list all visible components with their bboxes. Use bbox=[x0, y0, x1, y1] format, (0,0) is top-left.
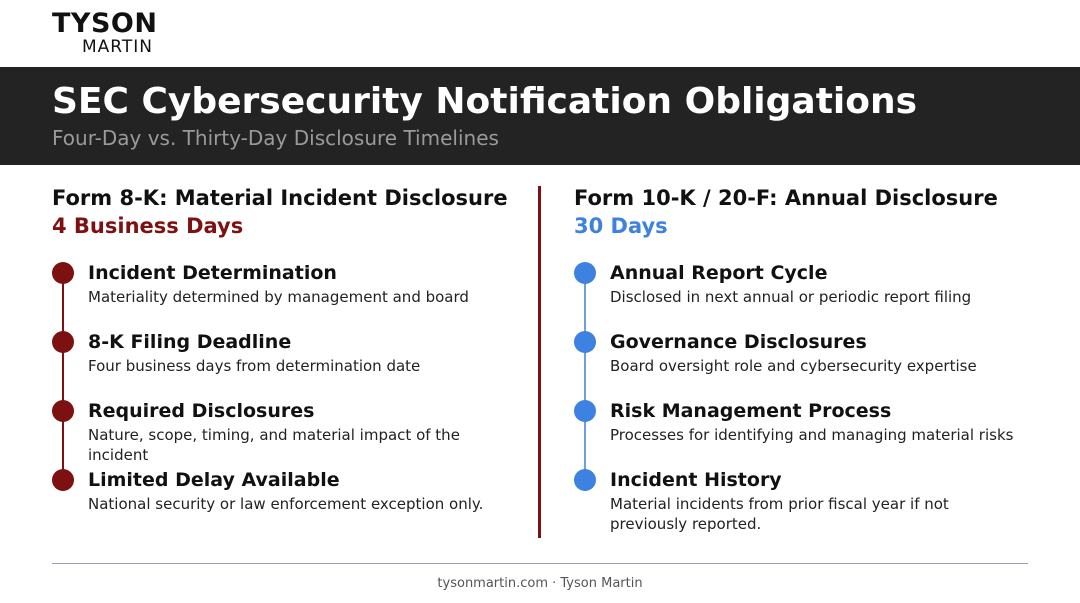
logo-line-2: MARTIN bbox=[82, 37, 153, 57]
timeline-dot-icon bbox=[52, 469, 74, 491]
timeline-item-desc: Materiality determined by management and board bbox=[88, 288, 469, 306]
timeline-item-desc: Disclosed in next annual or periodic report filing bbox=[610, 288, 972, 306]
timeline-item-desc: Nature, scope, timing, and material impact of the incident bbox=[88, 426, 460, 464]
timeline-item-title: Risk Management Process bbox=[610, 400, 892, 422]
timeline-item-desc: Four business days from determination date bbox=[88, 357, 421, 375]
timeline-item-desc: Processes for identifying and managing material risks bbox=[610, 426, 1014, 444]
timeline-item-desc: National security or law enforcement exception only. bbox=[88, 495, 484, 513]
logo-line-1: TYSON bbox=[52, 8, 158, 39]
timeline-connector bbox=[62, 272, 64, 482]
timeline-dot-icon bbox=[574, 331, 596, 353]
form-10k-column bbox=[574, 184, 1044, 533]
timeline-item-title: Annual Report Cycle bbox=[610, 262, 828, 284]
timeline-dot-icon bbox=[574, 262, 596, 284]
timeline-connector bbox=[584, 272, 586, 482]
form-8k-period: 4 Business Days bbox=[52, 214, 244, 238]
form-10k-period: 30 Days bbox=[574, 214, 668, 238]
timeline-dot-icon bbox=[574, 400, 596, 422]
timeline-item-desc: Board oversight role and cybersecurity expertise bbox=[610, 357, 977, 375]
column-divider bbox=[538, 186, 541, 538]
timeline-item-title: 8-K Filing Deadline bbox=[88, 331, 292, 353]
title-banner bbox=[0, 67, 1080, 165]
form-10k-heading: Form 10-K / 20-F: Annual Disclosure bbox=[574, 186, 998, 210]
timeline-item-title: Governance Disclosures bbox=[610, 331, 867, 353]
page-subtitle: Four-Day vs. Thirty-Day Disclosure Timelines bbox=[52, 126, 499, 150]
form-8k-heading: Form 8-K: Material Incident Disclosure bbox=[52, 186, 508, 210]
footer-text: tysonmartin.com · Tyson Martin bbox=[437, 576, 643, 591]
timeline-dot-icon bbox=[52, 400, 74, 422]
timeline-dot-icon bbox=[52, 331, 74, 353]
brand-logo bbox=[52, 10, 162, 56]
timeline-dot-icon bbox=[574, 469, 596, 491]
timeline-item-title: Incident Determination bbox=[88, 262, 337, 284]
form-10k-timeline bbox=[574, 260, 1044, 540]
timeline-dot-icon bbox=[52, 262, 74, 284]
page-title: SEC Cybersecurity Notification Obligations bbox=[52, 81, 918, 122]
form-8k-column bbox=[52, 184, 522, 513]
footer-divider bbox=[52, 563, 1028, 564]
timeline-item-desc: Material incidents from prior fiscal year if not previously reported. bbox=[610, 495, 949, 533]
timeline-item-title: Limited Delay Available bbox=[88, 469, 340, 491]
form-8k-timeline bbox=[52, 260, 522, 540]
timeline-item-title: Incident History bbox=[610, 469, 782, 491]
timeline-item-title: Required Disclosures bbox=[88, 400, 315, 422]
